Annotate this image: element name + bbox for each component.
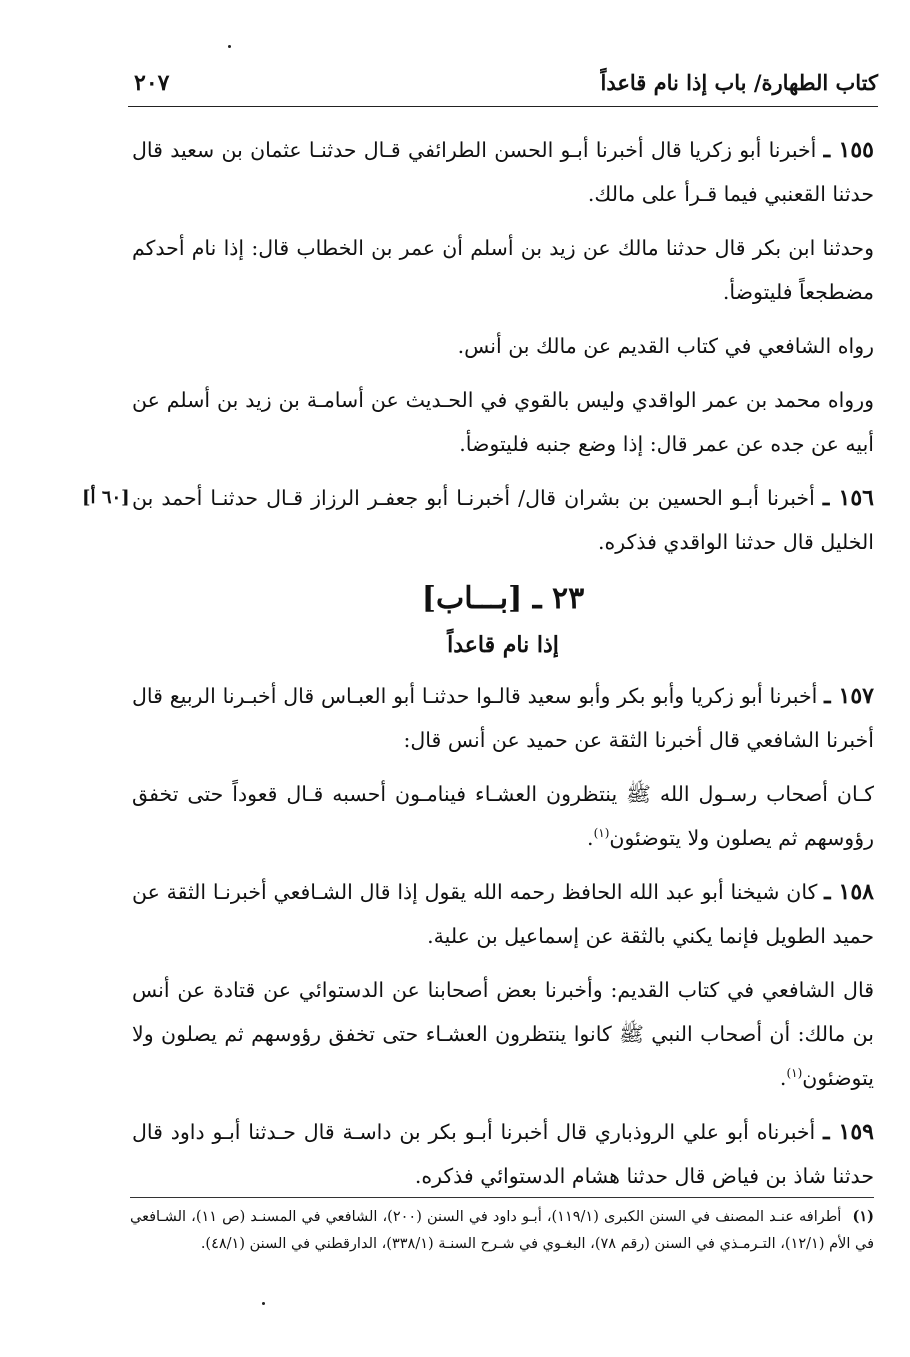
hadith-156 bbox=[82, 476, 874, 564]
manuscript-folio-reference: [٦٠ أ] bbox=[82, 487, 130, 508]
paragraph-number: ١٥٥ ـ bbox=[823, 137, 874, 163]
paragraph-anas-narration bbox=[132, 772, 874, 860]
paragraph-number: ١٥٩ ـ bbox=[823, 1119, 874, 1145]
paragraph-text: كـان أصحاب رسـول الله ﷺ ينتظرون العشـاء فينامـون أحسبه قـال قعوداً حتى تخفق رؤوسهم ثم يصلون ولا يتوضئون bbox=[132, 782, 874, 850]
paragraph-text: أخبرنا أبو زكريا قال أخبرنا أبـو الحسن الطرائفي قـال حدثنـا عثمان بن سعيد قال حدثنا القعنبي فيما قـرأ على مالك. bbox=[132, 138, 874, 206]
running-head: كتاب الطهارة/ باب إذا نام قاعداً bbox=[600, 70, 878, 95]
chapter-subtitle: إذا نام قاعداً bbox=[447, 632, 559, 658]
page-header bbox=[128, 68, 878, 107]
footnote-marker: (١) bbox=[852, 1208, 874, 1225]
paragraph-qadim-narration bbox=[132, 968, 874, 1100]
paragraph-text: قال الشافعي في كتاب القديم: وأخبرنا بعض أصحابنا عن الدستوائي عن قتادة عن أنس بن مالك: أن أصحاب النبي ﷺ كانوا ينتظرون العشـاء حتى تخفق رؤوسهم ثم يصلون ولا يتوضئون bbox=[132, 978, 874, 1090]
paragraph-shafii-note bbox=[132, 324, 874, 368]
paragraph-number: ١٥٦ ـ bbox=[822, 485, 874, 511]
stray-mark bbox=[228, 45, 231, 48]
hadith-159 bbox=[132, 1110, 874, 1198]
paragraph-text: ورواه محمد بن عمر الواقدي وليس بالقوي في الحـديث عن أسامـة بن زيد بن أسلم عن أبيه عن جده عن عمر قال: إذا وضع جنبه فليتوضأ. bbox=[132, 388, 874, 456]
paragraph-text: كان شيخنا أبو عبد الله الحافظ رحمه الله يقول إذا قال الشـافعي أخبرنـا الثقة عن حميد الطويل فإنما يكني بالثقة عن إسماعيل بن علية. bbox=[132, 880, 874, 948]
paragraph-text: أخبرناه أبو علي الروذباري قال أخبرنا أبـو بكر بن داسـة قال حـدثنا أبـو داود قال حدثنا شاذ بن فياض قال حدثنا هشام الدستوائي فذكره. bbox=[132, 1120, 874, 1188]
stray-mark bbox=[262, 1302, 265, 1305]
chapter-heading: ٢٣ ـ [بـــاب] bbox=[421, 581, 585, 616]
paragraph-text: وحدثنا ابن بكر قال حدثنا مالك عن زيد بن أسلم أن عمر بن الخطاب قال: إذا نام أحدكم مضطجعاً فليتوضأ. bbox=[132, 236, 874, 304]
footnote bbox=[130, 1203, 874, 1258]
footnote-text: أطرافه عنـد المصنف في السنن الكبرى (١١٩/١)، أبـو داود في السنن (٢٠٠)، الشافعي في المسنـد (ص ١١)، الشـافعي في الأم (١٢/١)، التـرمـذي في السنن (رقم ٧٨)، البغـوي في شـرح السنـة (٣٣٨/١)، الدارقطني في السنن (٤٨/١). bbox=[130, 1209, 874, 1252]
footnote-reference: (١) bbox=[593, 826, 610, 841]
paragraph-text: رواه الشافعي في كتاب القديم عن مالك بن أنس. bbox=[457, 334, 874, 358]
footnote-divider bbox=[130, 1197, 874, 1198]
hadith-155 bbox=[132, 128, 874, 216]
paragraph-end-punctuation: . bbox=[587, 826, 594, 850]
footnote-reference: (١) bbox=[786, 1066, 803, 1081]
paragraph-text: أخبرنا أبو زكريا وأبو بكر وأبو سعيد قالـوا حدثنـا أبو العبـاس قال أخبـرنا الربيع قال أخبرنا الشافعي قال أخبرنا الثقة عن حميد عن أنس قال: bbox=[132, 684, 874, 752]
paragraph-number: ١٥٧ ـ bbox=[824, 683, 874, 709]
paragraph-text: أخبرنا أبـو الحسين بن بشران قال/ أخبرنـا أبو جعفـر الرزاز قـال حدثنـا أحمد بن الخليل قال حدثنا الواقدي فذكره. bbox=[132, 486, 874, 554]
hadith-158 bbox=[132, 870, 874, 958]
hadith-157 bbox=[132, 674, 874, 762]
page-number: ٢٠٧ bbox=[134, 70, 170, 96]
paragraph-waqidi-note bbox=[132, 378, 874, 466]
main-text bbox=[82, 128, 874, 1208]
paragraph-umar-narration bbox=[132, 226, 874, 314]
chapter-title-block bbox=[132, 576, 874, 668]
paragraph-number: ١٥٨ ـ bbox=[824, 879, 874, 905]
paragraph-end-punctuation: . bbox=[779, 1066, 787, 1090]
